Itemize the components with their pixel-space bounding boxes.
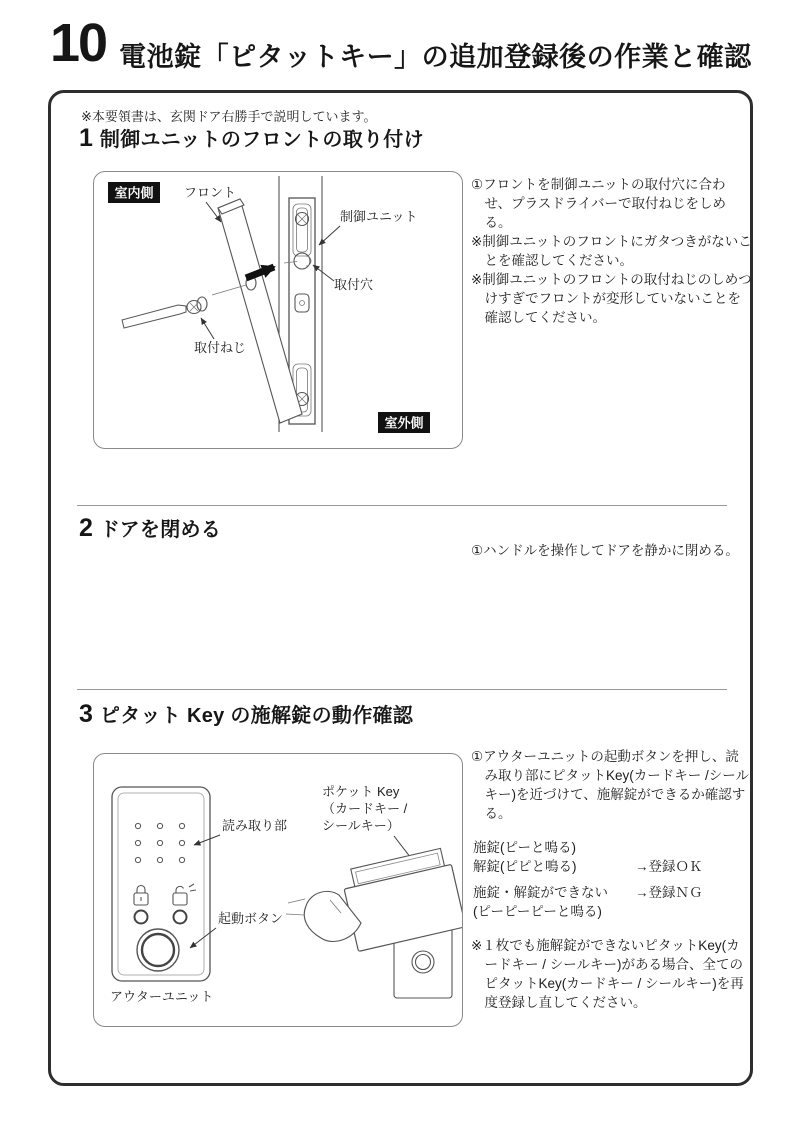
- section1-step-3: ※制御ユニットのフロントの取付ねじのしめつけすぎでフロントが変形していないことを確認してください。: [471, 272, 752, 325]
- section1-header: [79, 123, 424, 153]
- section3-step-1: ①アウターユニットの起動ボタンを押し、読み取り部にピタットKey(カードキー /シールキー)を近づけて、施解錠ができるか確認する。: [471, 749, 749, 821]
- result-ok-line2: 解錠(ピピと鳴る): [473, 859, 577, 874]
- mounting-screw-label: 取付ねじ: [194, 340, 247, 355]
- unlock-button: [174, 911, 187, 924]
- result-ng-conditions: [473, 883, 635, 921]
- section3-header: [79, 699, 413, 729]
- section1-number: 1: [79, 124, 93, 152]
- reader-label: 読み取り部: [222, 818, 288, 833]
- outer-unit-graphic: [112, 787, 210, 981]
- start-button-label: 起動ボタン: [218, 911, 284, 926]
- section2-step-1: ①ハンドルを操作してドアを静かに閉める。: [471, 543, 739, 558]
- section3-figure: [93, 753, 463, 1027]
- section-divider-2: [77, 689, 727, 690]
- section2-number: 2: [79, 514, 93, 542]
- registration-results: [471, 838, 752, 921]
- key-verify-diagram: [94, 754, 462, 1026]
- section2-instructions: [471, 541, 752, 560]
- result-ok-row: [473, 838, 752, 876]
- section3-number: 3: [79, 700, 93, 728]
- mounting-hole-label: 取付穴: [334, 277, 374, 292]
- chapter-number: 10: [50, 13, 107, 73]
- indoor-badge-label: 室内側: [114, 185, 154, 201]
- result-ok-conditions: [473, 838, 635, 876]
- result-ng-row: [473, 883, 752, 921]
- section3-title: ピタット Key の施解錠の動作確認: [99, 705, 414, 727]
- outdoor-badge-label: 室外側: [384, 415, 424, 431]
- content-box: [48, 90, 753, 1086]
- section1-step-2: ※制御ユニットのフロントにガタつきがないことを確認してください。: [471, 234, 752, 268]
- pocket-key-label-line1: ポケット Key: [322, 784, 400, 799]
- front-install-diagram: [94, 172, 462, 448]
- result-ng-line2: (ピーピーピーと鳴る): [473, 904, 602, 919]
- mounting-screw-graphic: [122, 297, 207, 328]
- result-ng-line1: 施錠・解錠ができない: [473, 885, 608, 900]
- section3-instructions: [471, 747, 752, 1012]
- section2-title: ドアを閉める: [99, 519, 222, 541]
- pocket-key-label-line2: （カードキー /: [322, 801, 408, 816]
- box-note: ※本要領書は、玄関ドア右勝手で説明しています。: [81, 109, 377, 124]
- outdoor-badge: [378, 412, 430, 433]
- page-title: 電池錠「ピタットキー」の追加登録後の作業と確認: [119, 42, 752, 72]
- lock-button: [135, 911, 148, 924]
- section1-instructions: [471, 175, 752, 327]
- result-ok-status: →登録ＯＫ: [635, 859, 703, 874]
- result-ng-status: →登録ＮＧ: [635, 885, 703, 900]
- section3-note: ※１枚でも施解錠ができないピタットKey(カードキー / シールキー)がある場合、全てのピタットKey(カードキー / シールキー)を再度登録し直してください。: [471, 938, 744, 1010]
- section1-figure: [93, 171, 463, 449]
- section-divider-1: [77, 505, 727, 506]
- section1-title: 制御ユニットのフロントの取り付け: [99, 129, 424, 151]
- section1-step-1: ①フロントを制御ユニットの取付穴に合わせ、プラスドライバーで取付ねじをしめる。: [471, 177, 727, 230]
- pocket-key-label: [322, 784, 408, 833]
- chapter-header: [50, 14, 752, 74]
- control-unit-label: 制御ユニット: [340, 209, 418, 224]
- section2-header: [79, 513, 221, 543]
- indoor-badge: [108, 182, 160, 203]
- front-label: フロント: [184, 185, 237, 200]
- pocket-key-label-line3: シールキー）: [322, 818, 400, 833]
- result-ok-line1: 施錠(ピーと鳴る): [473, 840, 576, 855]
- start-button-graphic: [137, 929, 179, 971]
- outer-unit-label: アウターユニット: [110, 989, 214, 1004]
